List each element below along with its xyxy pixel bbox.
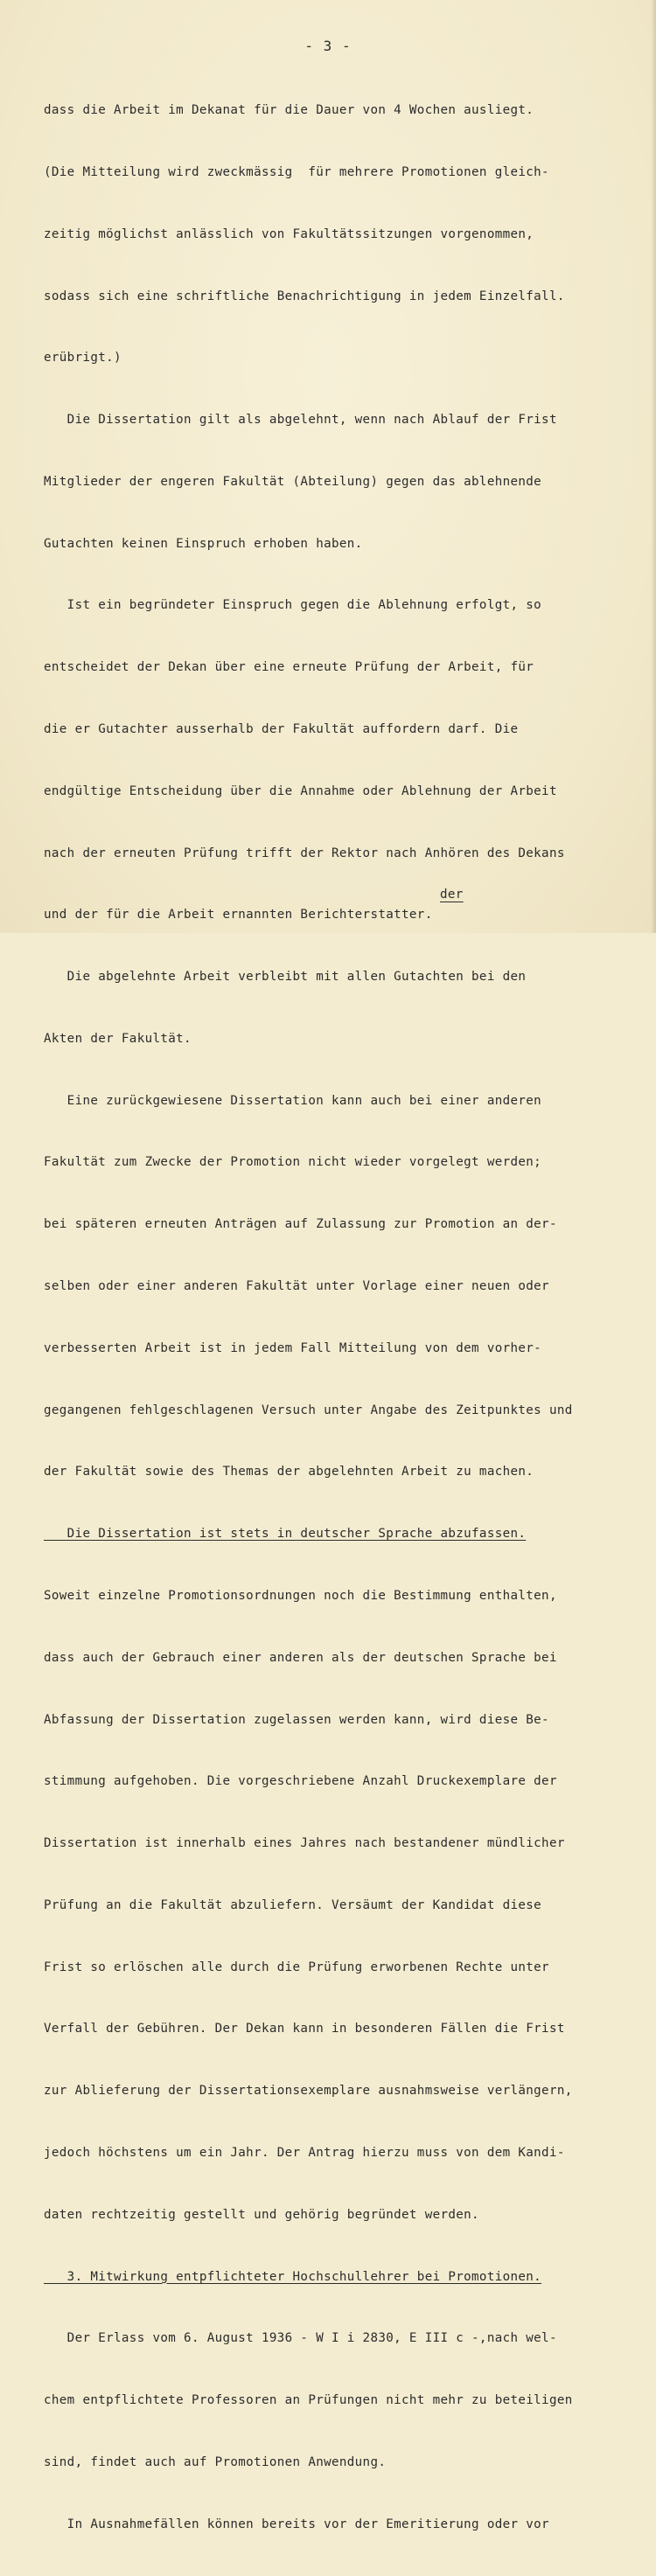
text-line: die er Gutachter ausserhalb der Fakultät auffordern darf. Die xyxy=(44,722,519,736)
text-line: Verfall der Gebühren. Der Dekan kann in besonderen Fällen die Frist xyxy=(44,2022,565,2036)
text-line: Der Erlass vom 6. August 1936 - W I i 2830, E III c -,nach wel- xyxy=(44,2331,557,2346)
text-line: Eine zurückgewiesene Dissertation kann auch bei einer anderen xyxy=(44,1093,542,1108)
text-line: sodass sich eine schriftliche Benachrichtigung in jedem Einzelfall. xyxy=(44,289,565,303)
page-number: - 3 - xyxy=(304,38,352,54)
text-line: Mitglieder der engeren Fakultät (Abteilung) gegen das ablehnende xyxy=(44,474,542,489)
text-line: dass die Arbeit im Dekanat für die Dauer von 4 Wochen ausliegt. xyxy=(44,103,534,118)
text-line: Fakultät zum Zwecke der Promotion nicht wieder vorgelegt werden; xyxy=(44,1155,542,1170)
text-line: zur Ablieferung der Dissertationsexemplare ausnahmsweise verlängern, xyxy=(44,2084,573,2099)
text-line: chem entpflichtete Professoren an Prüfungen nicht mehr zu beteiligen xyxy=(44,2393,573,2408)
text-line: nach der erneuten Prüfung trifft der Rektor nach Anhören des Dekans xyxy=(44,846,565,860)
page-edge-shadow xyxy=(651,0,656,933)
text-line: und der für die Arbeit ernannten Berichterstatter. xyxy=(44,908,433,922)
text-line: Gutachten keinen Einspruch erhoben haben. xyxy=(44,536,363,551)
text-line: daten rechtzeitig gestellt und gehörig begründet werden. xyxy=(44,2207,479,2222)
text-line: der Fakultät sowie des Themas der abgelehnten Arbeit zu machen. xyxy=(44,1465,534,1479)
text-line: Akten der Fakultät. xyxy=(44,1031,192,1046)
text-line: gegangenen fehlgeschlagenen Versuch unter Angabe des Zeitpunktes und xyxy=(44,1403,573,1417)
text-line: (Die Mitteilung wird zweckmässig für mehrere Promotionen gleich- xyxy=(44,164,549,179)
catchword: der xyxy=(440,888,464,902)
text-line: Prüfung an die Fakultät abzuliefern. Versäumt der Kandidat diese xyxy=(44,1897,542,1912)
text-line: stimmung aufgehoben. Die vorgeschriebene Anzahl Druckexemplare der xyxy=(44,1774,557,1789)
text-line: Ist ein begründeter Einspruch gegen die Ablehnung erfolgt, so xyxy=(44,598,542,613)
text-line: sind, findet auch auf Promotionen Anwendung. xyxy=(44,2454,387,2469)
text-line: Die abgelehnte Arbeit verbleibt mit allen Gutachten bei den xyxy=(44,970,527,985)
text-line: selben oder einer anderen Fakultät unter Vorlage einer neuen oder xyxy=(44,1279,549,1294)
text-line: dass auch der Gebrauch einer anderen als der deutschen Sprache bei xyxy=(44,1650,557,1665)
text-line: jedoch höchstens um ein Jahr. Der Antrag hierzu muss von dem Kandi- xyxy=(44,2145,565,2160)
text-line: endgültige Entscheidung über die Annahme oder Ablehnung der Arbeit xyxy=(44,783,557,798)
text-line: entscheidet der Dekan über eine erneute Prüfung der Arbeit, für xyxy=(44,660,534,675)
text-line: Abfassung der Dissertation zugelassen werden kann, wird diese Be- xyxy=(44,1712,549,1727)
section-heading: 3. Mitwirkung entpflichteter Hochschullehrer bei Promotionen. xyxy=(44,2269,542,2284)
text-line: zeitig möglichst anlässlich von Fakultätssitzungen vorgenommen, xyxy=(44,226,534,241)
underlined-text-line: Die Dissertation ist stets in deutscher Sprache abzufassen. xyxy=(44,1527,527,1542)
text-line: Frist so erlöschen alle durch die Prüfung erworbenen Rechte unter xyxy=(44,1960,549,1974)
typewritten-body xyxy=(44,59,621,2576)
text-line: verbesserten Arbeit ist in jedem Fall Mitteilung von dem vorher- xyxy=(44,1340,542,1355)
text-line: In Ausnahmefällen können bereits vor der Emeritierung oder vor xyxy=(44,2517,549,2531)
text-line: bei späteren erneuten Anträgen auf Zulassung zur Promotion an der- xyxy=(44,1217,557,1232)
text-line: erübrigt.) xyxy=(44,351,122,366)
text-line: Die Dissertation gilt als abgelehnt, wenn nach Ablauf der Frist xyxy=(44,413,557,428)
text-line: Dissertation ist innerhalb eines Jahres nach bestandener mündlicher xyxy=(44,1836,565,1851)
text-line: Soweit einzelne Promotionsordnungen noch die Bestimmung enthalten, xyxy=(44,1588,557,1603)
